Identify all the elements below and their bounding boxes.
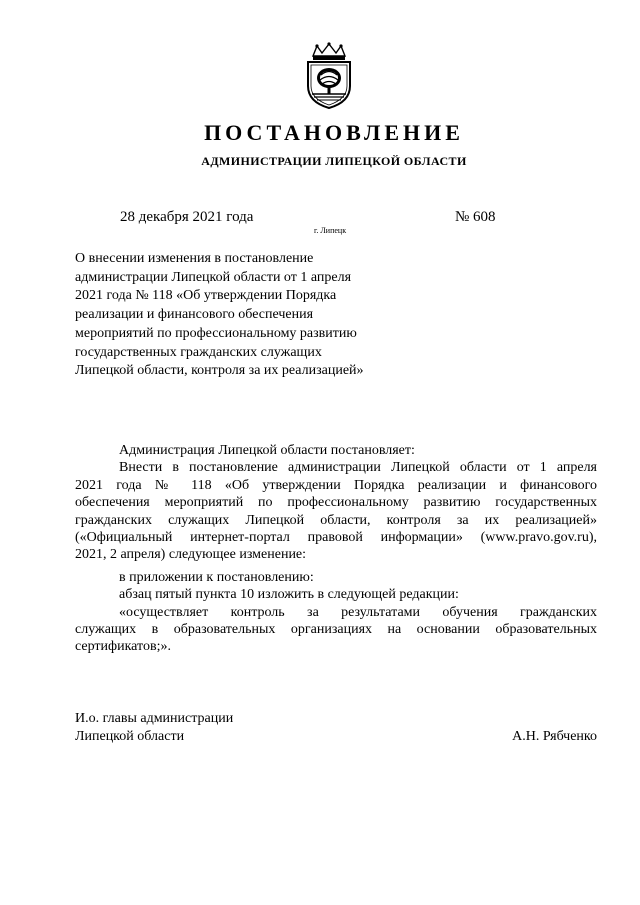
coat-of-arms-icon bbox=[299, 42, 359, 110]
paragraph-line: 2021 года № 118 «Об утверждении Порядка реализации и финансового bbox=[75, 477, 597, 493]
document-body bbox=[75, 442, 597, 656]
document-title: ПОСТАНОВЛЕНИЕ bbox=[204, 120, 464, 145]
document-issuer: АДМИНИСТРАЦИИ ЛИПЕЦКОЙ ОБЛАСТИ bbox=[201, 154, 467, 168]
signatory-name: А.Н. Рябченко bbox=[512, 729, 597, 744]
quote-line: сертификатов;». bbox=[75, 639, 171, 655]
subject-line: 2021 года № 118 «Об утверждении Порядка bbox=[75, 288, 337, 304]
document-city: г. Липецк bbox=[314, 226, 347, 235]
signatory-position-region: Липецкой области bbox=[75, 729, 185, 744]
subject-line: реализации и финансового обеспечения bbox=[75, 307, 314, 323]
subject-line: Липецкой области, контроля за их реализацией» bbox=[75, 363, 364, 379]
item-line: абзац пятый пункта 10 изложить в следующей редакции: bbox=[119, 587, 459, 603]
quote-line: «осуществляет контроль за результатами обучения гражданских bbox=[119, 604, 597, 620]
subject-line: мероприятий по профессиональному развитию bbox=[75, 325, 357, 341]
paragraph-line: 2021, 2 апреля) следующее изменение: bbox=[75, 547, 307, 563]
paragraph-line: Внести в постановление администрации Липецкой области от 1 апреля bbox=[119, 460, 597, 476]
document-date: 28 декабря 2021 года bbox=[120, 209, 254, 225]
paragraph-line: гражданских служащих Липецкой области, контроля за их реализацией» bbox=[75, 512, 597, 528]
subject-line: государственных гражданских служащих bbox=[75, 344, 322, 360]
paragraph-line: («Официальный интернет-портал правовой информации» (www.pravo.gov.ru), bbox=[75, 530, 597, 546]
quote-line: служащих в образовательных организациях на основании образовательных bbox=[75, 622, 597, 638]
subject-line: администрации Липецкой области от 1 апреля bbox=[75, 269, 352, 285]
paragraph-line: обеспечения мероприятий по профессиональному развитию государственных bbox=[75, 495, 597, 511]
signatory-position: И.о. главы администрации bbox=[75, 711, 234, 726]
signature-block bbox=[75, 710, 597, 746]
document-number: № 608 bbox=[455, 209, 496, 225]
subject-line: О внесении изменения в постановление bbox=[75, 251, 314, 266]
item-line: в приложении к постановлению: bbox=[119, 569, 314, 585]
document-subject bbox=[75, 250, 395, 381]
intro-line: Администрация Липецкой области постановляет: bbox=[119, 443, 415, 458]
